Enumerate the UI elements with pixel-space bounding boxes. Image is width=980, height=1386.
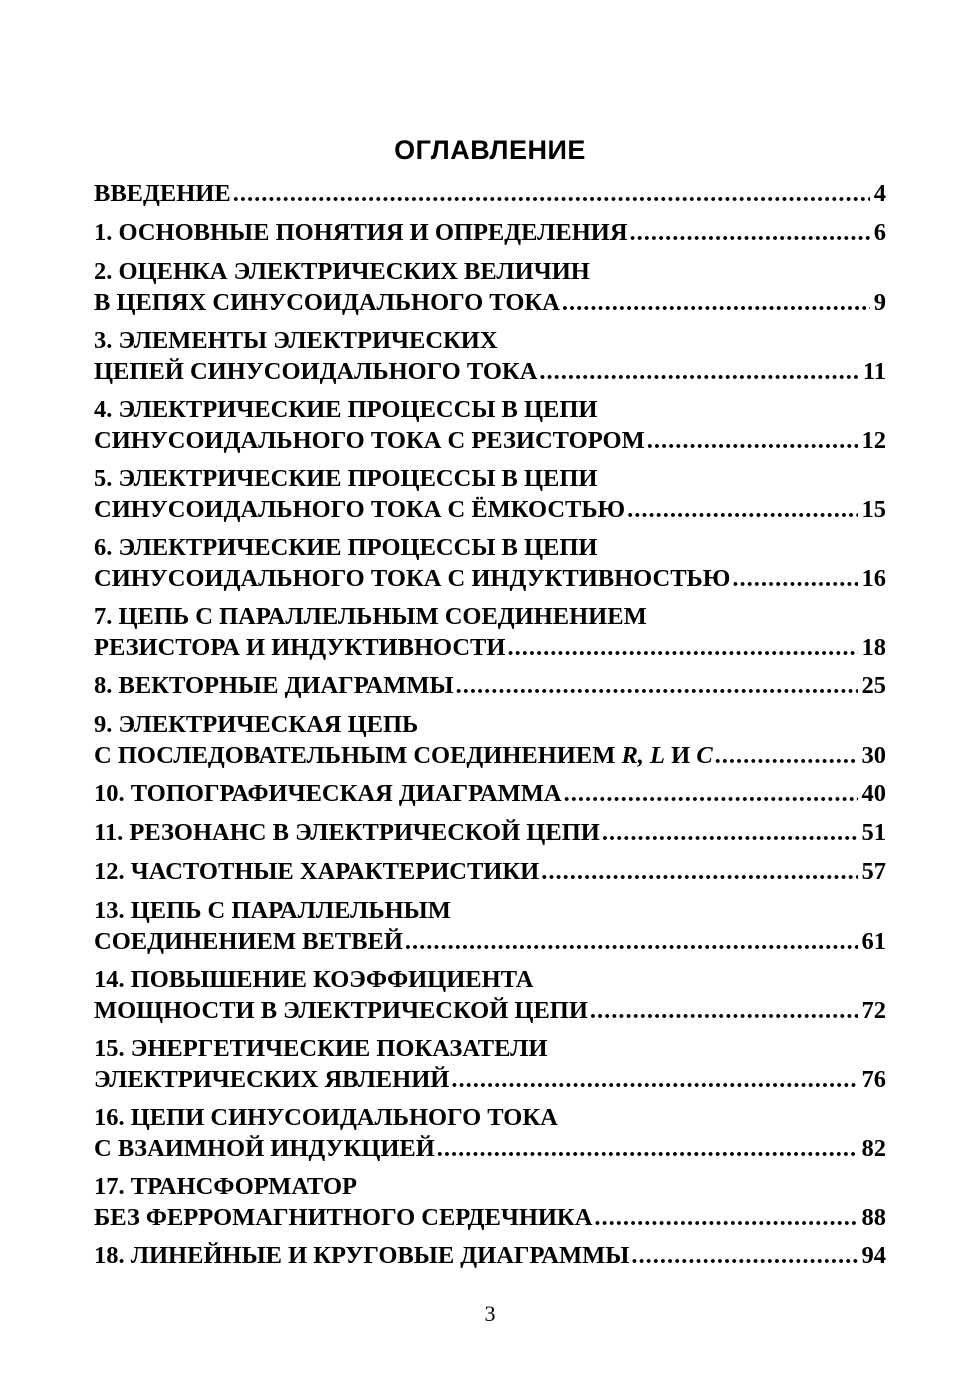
toc-entry-line1: 16. ЦЕПИ СИНУСОИДАЛЬНОГО ТОКА: [94, 1104, 558, 1131]
toc-page-number: 82: [861, 1135, 886, 1162]
toc-entry-11[interactable]: [94, 817, 886, 848]
toc-leader-dots: [405, 926, 858, 957]
toc-row: [94, 926, 886, 957]
toc-entry-line1: 2. ОЦЕНКА ЭЛЕКТРИЧЕСКИХ ВЕЛИЧИН: [94, 258, 590, 285]
toc-leader-dots: [627, 494, 857, 525]
toc-entry-text: 1. ОСНОВНЫЕ ПОНЯТИЯ И ОПРЕДЕЛЕНИЯ: [94, 219, 628, 246]
toc-page-number: 11: [862, 358, 886, 385]
toc-entry-16[interactable]: [94, 1102, 886, 1164]
toc-leader-dots: [539, 356, 858, 387]
toc-page-number: 57: [861, 858, 886, 885]
toc-entry-line1: 15. ЭНЕРГЕТИЧЕСКИЕ ПОКАЗАТЕЛИ: [94, 1035, 548, 1062]
conjunction: И: [671, 742, 691, 769]
toc-row: [94, 995, 886, 1026]
toc-row: [94, 1202, 886, 1233]
toc-page-number: 30: [861, 742, 886, 769]
toc-entry-introduction[interactable]: [94, 178, 886, 209]
toc-leader-dots: [456, 670, 858, 701]
toc-row: [94, 287, 886, 318]
toc-entry-text: 12. ЧАСТОТНЫЕ ХАРАКТЕРИСТИКИ: [94, 858, 540, 885]
toc-leader-dots: [562, 287, 870, 318]
symbol-r: R,: [621, 742, 644, 769]
toc-entry-text: СОЕДИНЕНИЕМ ВЕТВЕЙ: [94, 928, 403, 955]
toc-entry-text: БЕЗ ФЕРРОМАГНИТНОГО СЕРДЕЧНИКА: [94, 1204, 593, 1231]
toc-entry-10[interactable]: [94, 778, 886, 809]
toc-entry-text: МОЩНОСТИ В ЭЛЕКТРИЧЕСКОЙ ЦЕПИ: [94, 997, 588, 1024]
toc-entry-text: ЭЛЕКТРИЧЕСКИХ ЯВЛЕНИЙ: [94, 1066, 450, 1093]
toc-leader-dots: [437, 1133, 858, 1164]
toc-leader-dots: [594, 1202, 857, 1233]
toc-leader-dots: [541, 856, 857, 887]
toc-page-number: 12: [861, 427, 886, 454]
toc-entry-4[interactable]: [94, 394, 886, 456]
toc-page-number: 61: [861, 928, 886, 955]
toc-entry-6[interactable]: [94, 532, 886, 594]
toc-page-number: 88: [861, 1204, 886, 1231]
toc-entry-line1: 7. ЦЕПЬ С ПАРАЛЛЕЛЬНЫМ СОЕДИНЕНИЕМ: [94, 603, 647, 630]
toc-entry-line1: 6. ЭЛЕКТРИЧЕСКИЕ ПРОЦЕССЫ В ЦЕПИ: [94, 534, 598, 561]
toc-entry-17[interactable]: [94, 1171, 886, 1233]
symbol-l: L: [650, 742, 666, 769]
toc-row: [94, 178, 886, 209]
toc-entry-text: 18. ЛИНЕЙНЫЕ И КРУГОВЫЕ ДИАГРАММЫ: [94, 1242, 630, 1269]
toc-leader-dots: [630, 217, 870, 248]
toc-list: [94, 178, 886, 1271]
toc-leader-dots: [507, 632, 857, 663]
toc-entry-text: 8. ВЕКТОРНЫЕ ДИАГРАММЫ: [94, 672, 454, 699]
toc-page-number: 15: [861, 496, 886, 523]
toc-leader-dots: [631, 1240, 857, 1271]
toc-entry-8[interactable]: [94, 670, 886, 701]
toc-entry-line1: 13. ЦЕПЬ С ПАРАЛЛЕЛЬНЫМ: [94, 897, 451, 924]
toc-row: [94, 856, 886, 887]
toc-entry-text: В ЦЕПЯХ СИНУСОИДАЛЬНОГО ТОКА: [94, 289, 560, 316]
toc-page-number: 4: [873, 180, 886, 207]
toc-row: [94, 356, 886, 387]
toc-leader-dots: [647, 425, 858, 456]
toc-page-number: 76: [861, 1066, 886, 1093]
toc-entry-text: СИНУСОИДАЛЬНОГО ТОКА С ЁМКОСТЬЮ: [94, 496, 626, 523]
toc-entry-line1: 14. ПОВЫШЕНИЕ КОЭФФИЦИЕНТА: [94, 966, 534, 993]
toc-row: [94, 425, 886, 456]
toc-entry-text: СИНУСОИДАЛЬНОГО ТОКА С РЕЗИСТОРОМ: [94, 427, 645, 454]
toc-row: [94, 1240, 886, 1271]
toc-leader-dots: [602, 817, 858, 848]
toc-entry-text: СИНУСОИДАЛЬНОГО ТОКА С ИНДУКТИВНОСТЬЮ: [94, 565, 731, 592]
toc-entry-7[interactable]: [94, 601, 886, 663]
toc-row: [94, 1064, 886, 1095]
toc-row: [94, 1133, 886, 1164]
toc-entry-text: ВВЕДЕНИЕ: [94, 180, 231, 207]
toc-row: [94, 817, 886, 848]
toc-entry-text: С ВЗАИМНОЙ ИНДУКЦИЕЙ: [94, 1135, 435, 1162]
toc-page-number: 72: [861, 997, 886, 1024]
toc-leader-dots: [590, 995, 858, 1026]
toc-leader-dots: [233, 178, 870, 209]
toc-entry-5[interactable]: [94, 463, 886, 525]
toc-row: [94, 740, 886, 771]
toc-row: [94, 494, 886, 525]
toc-entry-3[interactable]: [94, 325, 886, 387]
toc-page-number: 25: [861, 672, 886, 699]
toc-row: [94, 670, 886, 701]
page-number: 3: [484, 1301, 496, 1326]
toc-leader-dots: [732, 563, 857, 594]
toc-entry-text: [94, 740, 713, 771]
toc-title: ОГЛАВЛЕНИЕ: [394, 135, 586, 165]
toc-page-number: 6: [873, 219, 886, 246]
toc-leader-dots: [715, 740, 858, 771]
toc-entry-13[interactable]: [94, 895, 886, 957]
toc-entry-line1: 4. ЭЛЕКТРИЧЕСКИЕ ПРОЦЕССЫ В ЦЕПИ: [94, 396, 598, 423]
toc-row: [94, 563, 886, 594]
symbol-c: C: [696, 742, 713, 769]
toc-page-number: 18: [861, 634, 886, 661]
toc-page-number: 51: [861, 819, 886, 846]
toc-entry-text: 10. ТОПОГРАФИЧЕСКАЯ ДИАГРАММА: [94, 780, 562, 807]
toc-entry-text: ЦЕПЕЙ СИНУСОИДАЛЬНОГО ТОКА: [94, 358, 538, 385]
toc-leader-dots: [564, 778, 858, 809]
toc-row: [94, 778, 886, 809]
toc-entry-text: 11. РЕЗОНАНС В ЭЛЕКТРИЧЕСКОЙ ЦЕПИ: [94, 819, 600, 846]
toc-entry-12[interactable]: [94, 856, 886, 887]
toc-entry-line1: 9. ЭЛЕКТРИЧЕСКАЯ ЦЕПЬ: [94, 711, 419, 738]
toc-entry-9[interactable]: [94, 709, 886, 771]
toc-entry-text-main: С ПОСЛЕДОВАТЕЛЬНЫМ СОЕДИНЕНИЕМ: [94, 742, 616, 769]
toc-row: [94, 217, 886, 248]
toc-entry-2[interactable]: [94, 256, 886, 318]
toc-entry-14[interactable]: [94, 964, 886, 1026]
toc-entry-1[interactable]: [94, 217, 886, 248]
toc-entry-line1: 3. ЭЛЕМЕНТЫ ЭЛЕКТРИЧЕСКИХ: [94, 327, 498, 354]
toc-page-number: 94: [861, 1242, 886, 1269]
toc-page-number: 40: [861, 780, 886, 807]
toc-entry-15[interactable]: [94, 1033, 886, 1095]
toc-entry-18[interactable]: [94, 1240, 886, 1271]
toc-row: [94, 632, 886, 663]
toc-entry-line1: 5. ЭЛЕКТРИЧЕСКИЕ ПРОЦЕССЫ В ЦЕПИ: [94, 465, 598, 492]
toc-page-number: 9: [873, 289, 886, 316]
toc-entry-line1: 17. ТРАНСФОРМАТОР: [94, 1173, 357, 1200]
toc-leader-dots: [451, 1064, 857, 1095]
toc-page-number: 16: [861, 565, 886, 592]
toc-entry-text: РЕЗИСТОРА И ИНДУКТИВНОСТИ: [94, 634, 506, 661]
